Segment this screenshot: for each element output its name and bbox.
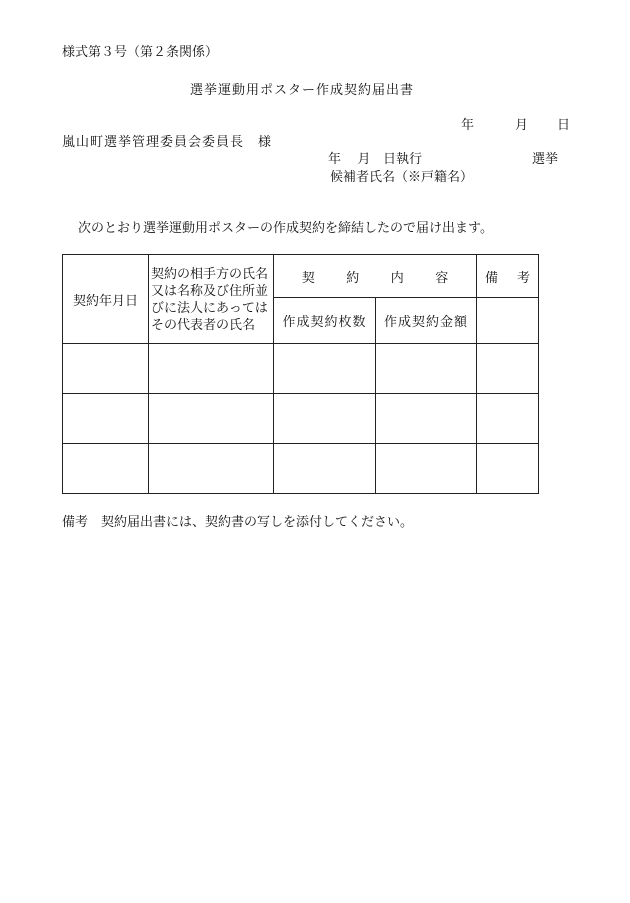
cell-contract-amount[interactable]: [376, 444, 477, 494]
addressee: 嵐山町選挙管理委員会委員長 様: [62, 135, 273, 150]
header-content-char: 容: [435, 270, 449, 286]
table-row: [63, 444, 539, 494]
header-remarks: [477, 255, 539, 298]
header-remarks-char: 備: [485, 270, 499, 286]
header-content-char: 約: [346, 270, 360, 286]
election-date-line: [328, 152, 422, 168]
header-poster-count: 作成契約枚数: [274, 298, 376, 344]
header-counterparty-line: 契約の相手方の氏名: [151, 267, 269, 282]
candidate-name-label: 候補者氏名（※戸籍名）: [330, 170, 474, 185]
table-header-row: [63, 255, 539, 298]
cell-remarks[interactable]: [477, 444, 539, 494]
table-row: [63, 394, 539, 444]
cell-contract-amount[interactable]: [376, 394, 477, 444]
header-counterparty: [149, 255, 274, 344]
election-year-label: 年: [328, 152, 342, 167]
contract-table: [62, 254, 539, 494]
cell-contract-amount[interactable]: [376, 344, 477, 394]
header-content-char: 内: [390, 270, 404, 286]
form-number: 様式第３号（第２条関係）: [62, 45, 219, 60]
header-counterparty-line: びに法人にあっては: [151, 301, 268, 316]
header-counterparty-line: 又は名称及び住所並: [151, 284, 269, 299]
cell-date[interactable]: [63, 344, 149, 394]
election-month-label: 月: [357, 152, 371, 167]
header-contract-date: 契約年月日: [63, 255, 149, 344]
document-title: 選挙運動用ポスター作成契約届出書: [190, 83, 415, 98]
cell-remarks[interactable]: [477, 344, 539, 394]
header-contract-content: [274, 255, 477, 298]
election-label: 選挙: [532, 152, 559, 167]
cell-poster-count[interactable]: [274, 344, 376, 394]
remarks-note: 備考 契約届出書には、契約書の写しを添付してください。: [62, 515, 414, 530]
header-remarks-char: 考: [516, 270, 530, 286]
header-contract-amount: 作成契約金額: [376, 298, 477, 344]
cell-counterparty[interactable]: [149, 444, 274, 494]
intro-text: 次のとおり選挙運動用ポスターの作成契約を締結したので届け出ます。: [78, 221, 493, 236]
submission-day-label: 日: [557, 118, 571, 133]
cell-date[interactable]: [63, 444, 149, 494]
cell-date[interactable]: [63, 394, 149, 444]
cell-counterparty[interactable]: [149, 394, 274, 444]
table-row: [63, 344, 539, 394]
submission-month-label: 月: [515, 118, 529, 133]
header-remarks-blank: [477, 298, 539, 344]
submission-year-label: 年: [461, 118, 475, 133]
election-held-label: 日執行: [382, 152, 422, 167]
cell-poster-count[interactable]: [274, 394, 376, 444]
header-content-char: 契: [301, 270, 315, 286]
cell-poster-count[interactable]: [274, 444, 376, 494]
cell-counterparty[interactable]: [149, 344, 274, 394]
cell-remarks[interactable]: [477, 394, 539, 444]
header-counterparty-line: その代表者の氏名: [151, 318, 256, 333]
